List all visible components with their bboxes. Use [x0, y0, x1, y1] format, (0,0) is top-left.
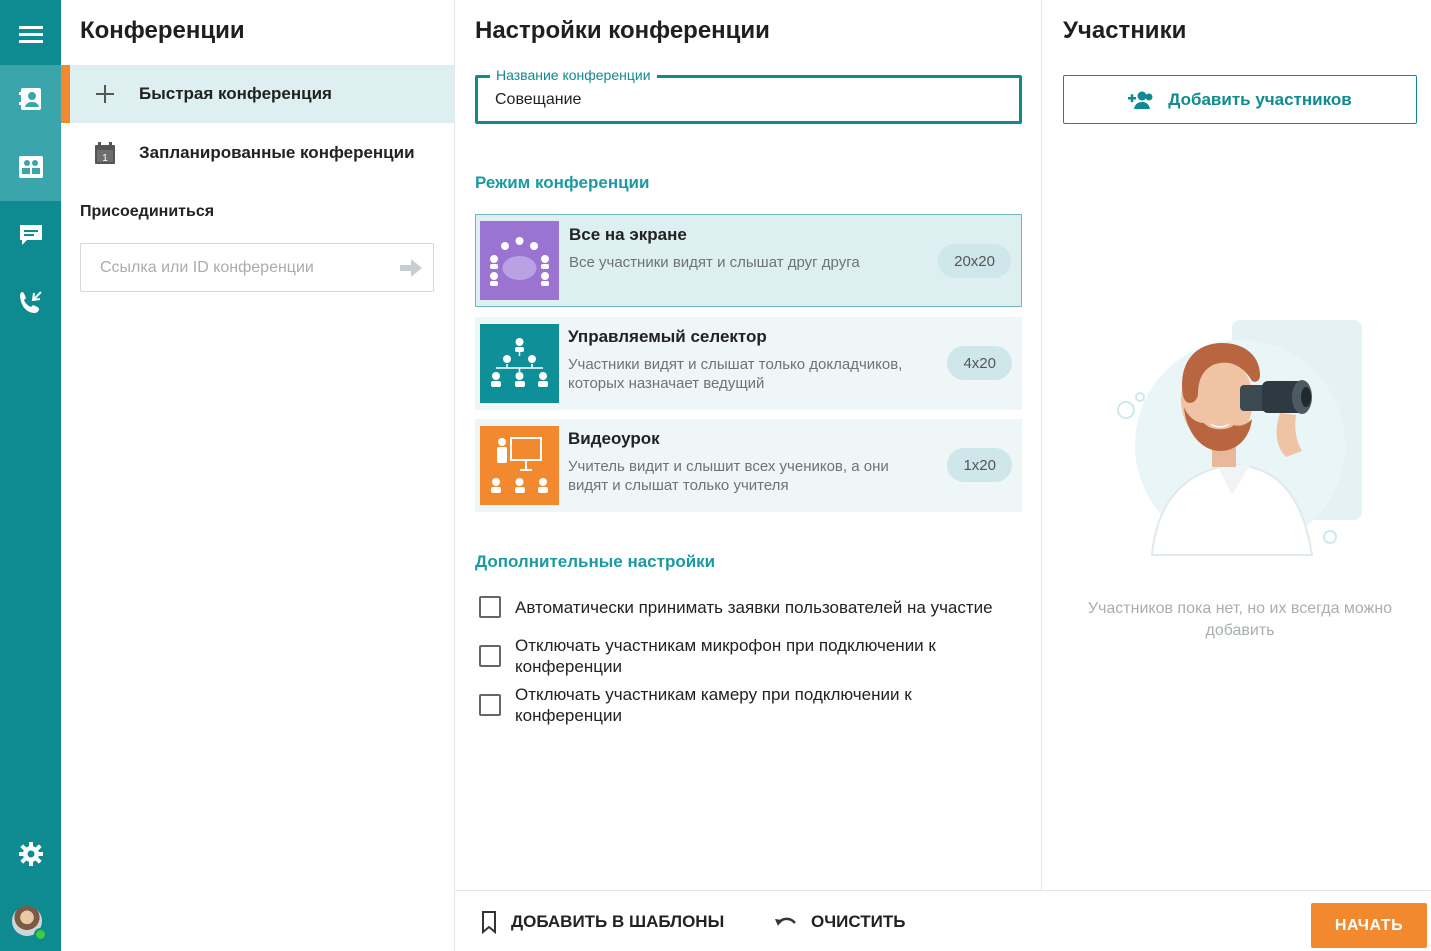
clear-label: ОЧИСТИТЬ: [811, 911, 906, 931]
conference-name-label: Название конференции: [490, 67, 657, 83]
plus-icon: [93, 82, 117, 106]
conferences-icon: [17, 154, 45, 180]
extra-settings-title: Дополнительные настройки: [475, 552, 716, 571]
settings-button[interactable]: [0, 820, 61, 888]
menu-button[interactable]: [0, 0, 61, 68]
online-status-indicator: [34, 928, 47, 941]
join-label: Присоединиться: [80, 203, 215, 220]
mode-description: Участники видят и слышат только докладчиков, которых назначает ведущий: [568, 356, 903, 392]
mode-description: Учитель видит и слышит всех учеников, а они видят и слышат только учителя: [568, 458, 889, 494]
conference-name-input[interactable]: [478, 78, 1019, 121]
settings-title: Настройки конференции: [475, 17, 770, 44]
nav-calls-button[interactable]: [0, 269, 61, 337]
disable-camera-label: Отключать участникам камеру при подключении к конференции: [515, 685, 912, 725]
nav-chat-button[interactable]: [0, 201, 61, 269]
add-participants-button[interactable]: [1063, 75, 1417, 124]
conference-settings-panel: [455, 0, 1042, 890]
mode-section-title: Режим конференции: [475, 173, 650, 192]
video-lesson-icon: [480, 426, 559, 505]
mute-mic-label: Отключать участникам микрофон при подключении к конференции: [515, 636, 936, 676]
calls-icon: [17, 289, 45, 317]
menu-icon: [19, 25, 43, 43]
auto-accept-checkbox[interactable]: [479, 596, 501, 618]
mode-video-lesson[interactable]: [475, 419, 1022, 512]
add-participants-label: Добавить участников: [1168, 89, 1352, 109]
arrow-right-icon[interactable]: [399, 257, 423, 279]
man-with-binoculars-illustration: [1112, 315, 1372, 565]
mode-capacity-badge: 1x20: [947, 448, 1012, 482]
mode-all-on-screen[interactable]: [475, 214, 1022, 307]
undo-icon: [773, 913, 797, 931]
mode-capacity-badge: 20x20: [938, 244, 1011, 278]
calendar-icon: [93, 141, 117, 165]
navigation-rail: [0, 0, 61, 951]
scheduled-conferences-label: Запланированные конференции: [139, 143, 415, 162]
start-button[interactable]: НАЧАТЬ: [1311, 903, 1427, 948]
nav-contacts-button[interactable]: [0, 65, 61, 133]
scheduled-conferences-item[interactable]: [61, 124, 454, 182]
add-user-icon: [1128, 90, 1154, 110]
mode-description: Все участники видят и слышат друг друга: [569, 254, 860, 271]
participants-title: Участники: [1063, 17, 1187, 44]
bookmark-icon: [481, 910, 497, 934]
managed-selector-icon: [480, 324, 559, 403]
mode-capacity-badge: 4x20: [947, 346, 1012, 380]
conferences-title: Конференции: [80, 17, 245, 44]
mode-title: Все на экране: [569, 225, 687, 244]
conferences-panel: [61, 0, 455, 951]
add-to-templates-label: ДОБАВИТЬ В ШАБЛОНЫ: [511, 911, 725, 931]
mode-title: Управляемый селектор: [568, 327, 767, 346]
mute-mic-checkbox[interactable]: [479, 645, 501, 667]
disable-camera-checkbox[interactable]: [479, 694, 501, 716]
gear-icon: [18, 841, 44, 867]
auto-accept-label: Автоматически принимать заявки пользователей на участие: [515, 598, 993, 617]
quick-conference-label: Быстрая конференция: [139, 84, 332, 103]
join-input[interactable]: [81, 244, 391, 291]
chat-icon: [18, 223, 44, 247]
footer-bar: [455, 890, 1431, 951]
participants-panel: [1042, 0, 1431, 890]
all-on-screen-icon: [480, 221, 559, 300]
clear-button[interactable]: [773, 891, 905, 951]
user-avatar[interactable]: [12, 906, 42, 936]
mode-title: Видеоурок: [568, 429, 660, 448]
quick-conference-item[interactable]: [61, 65, 454, 123]
calendar-day: 1: [102, 153, 108, 164]
join-field: [80, 243, 434, 292]
empty-participants-text: Участников пока нет, но их всегда можно добавить: [1087, 600, 1393, 639]
add-to-templates-button[interactable]: [481, 891, 724, 951]
conference-name-field: [475, 67, 1022, 124]
nav-conferences-button[interactable]: [0, 133, 61, 201]
mode-managed-selector[interactable]: [475, 317, 1022, 410]
contacts-icon: [18, 86, 44, 112]
